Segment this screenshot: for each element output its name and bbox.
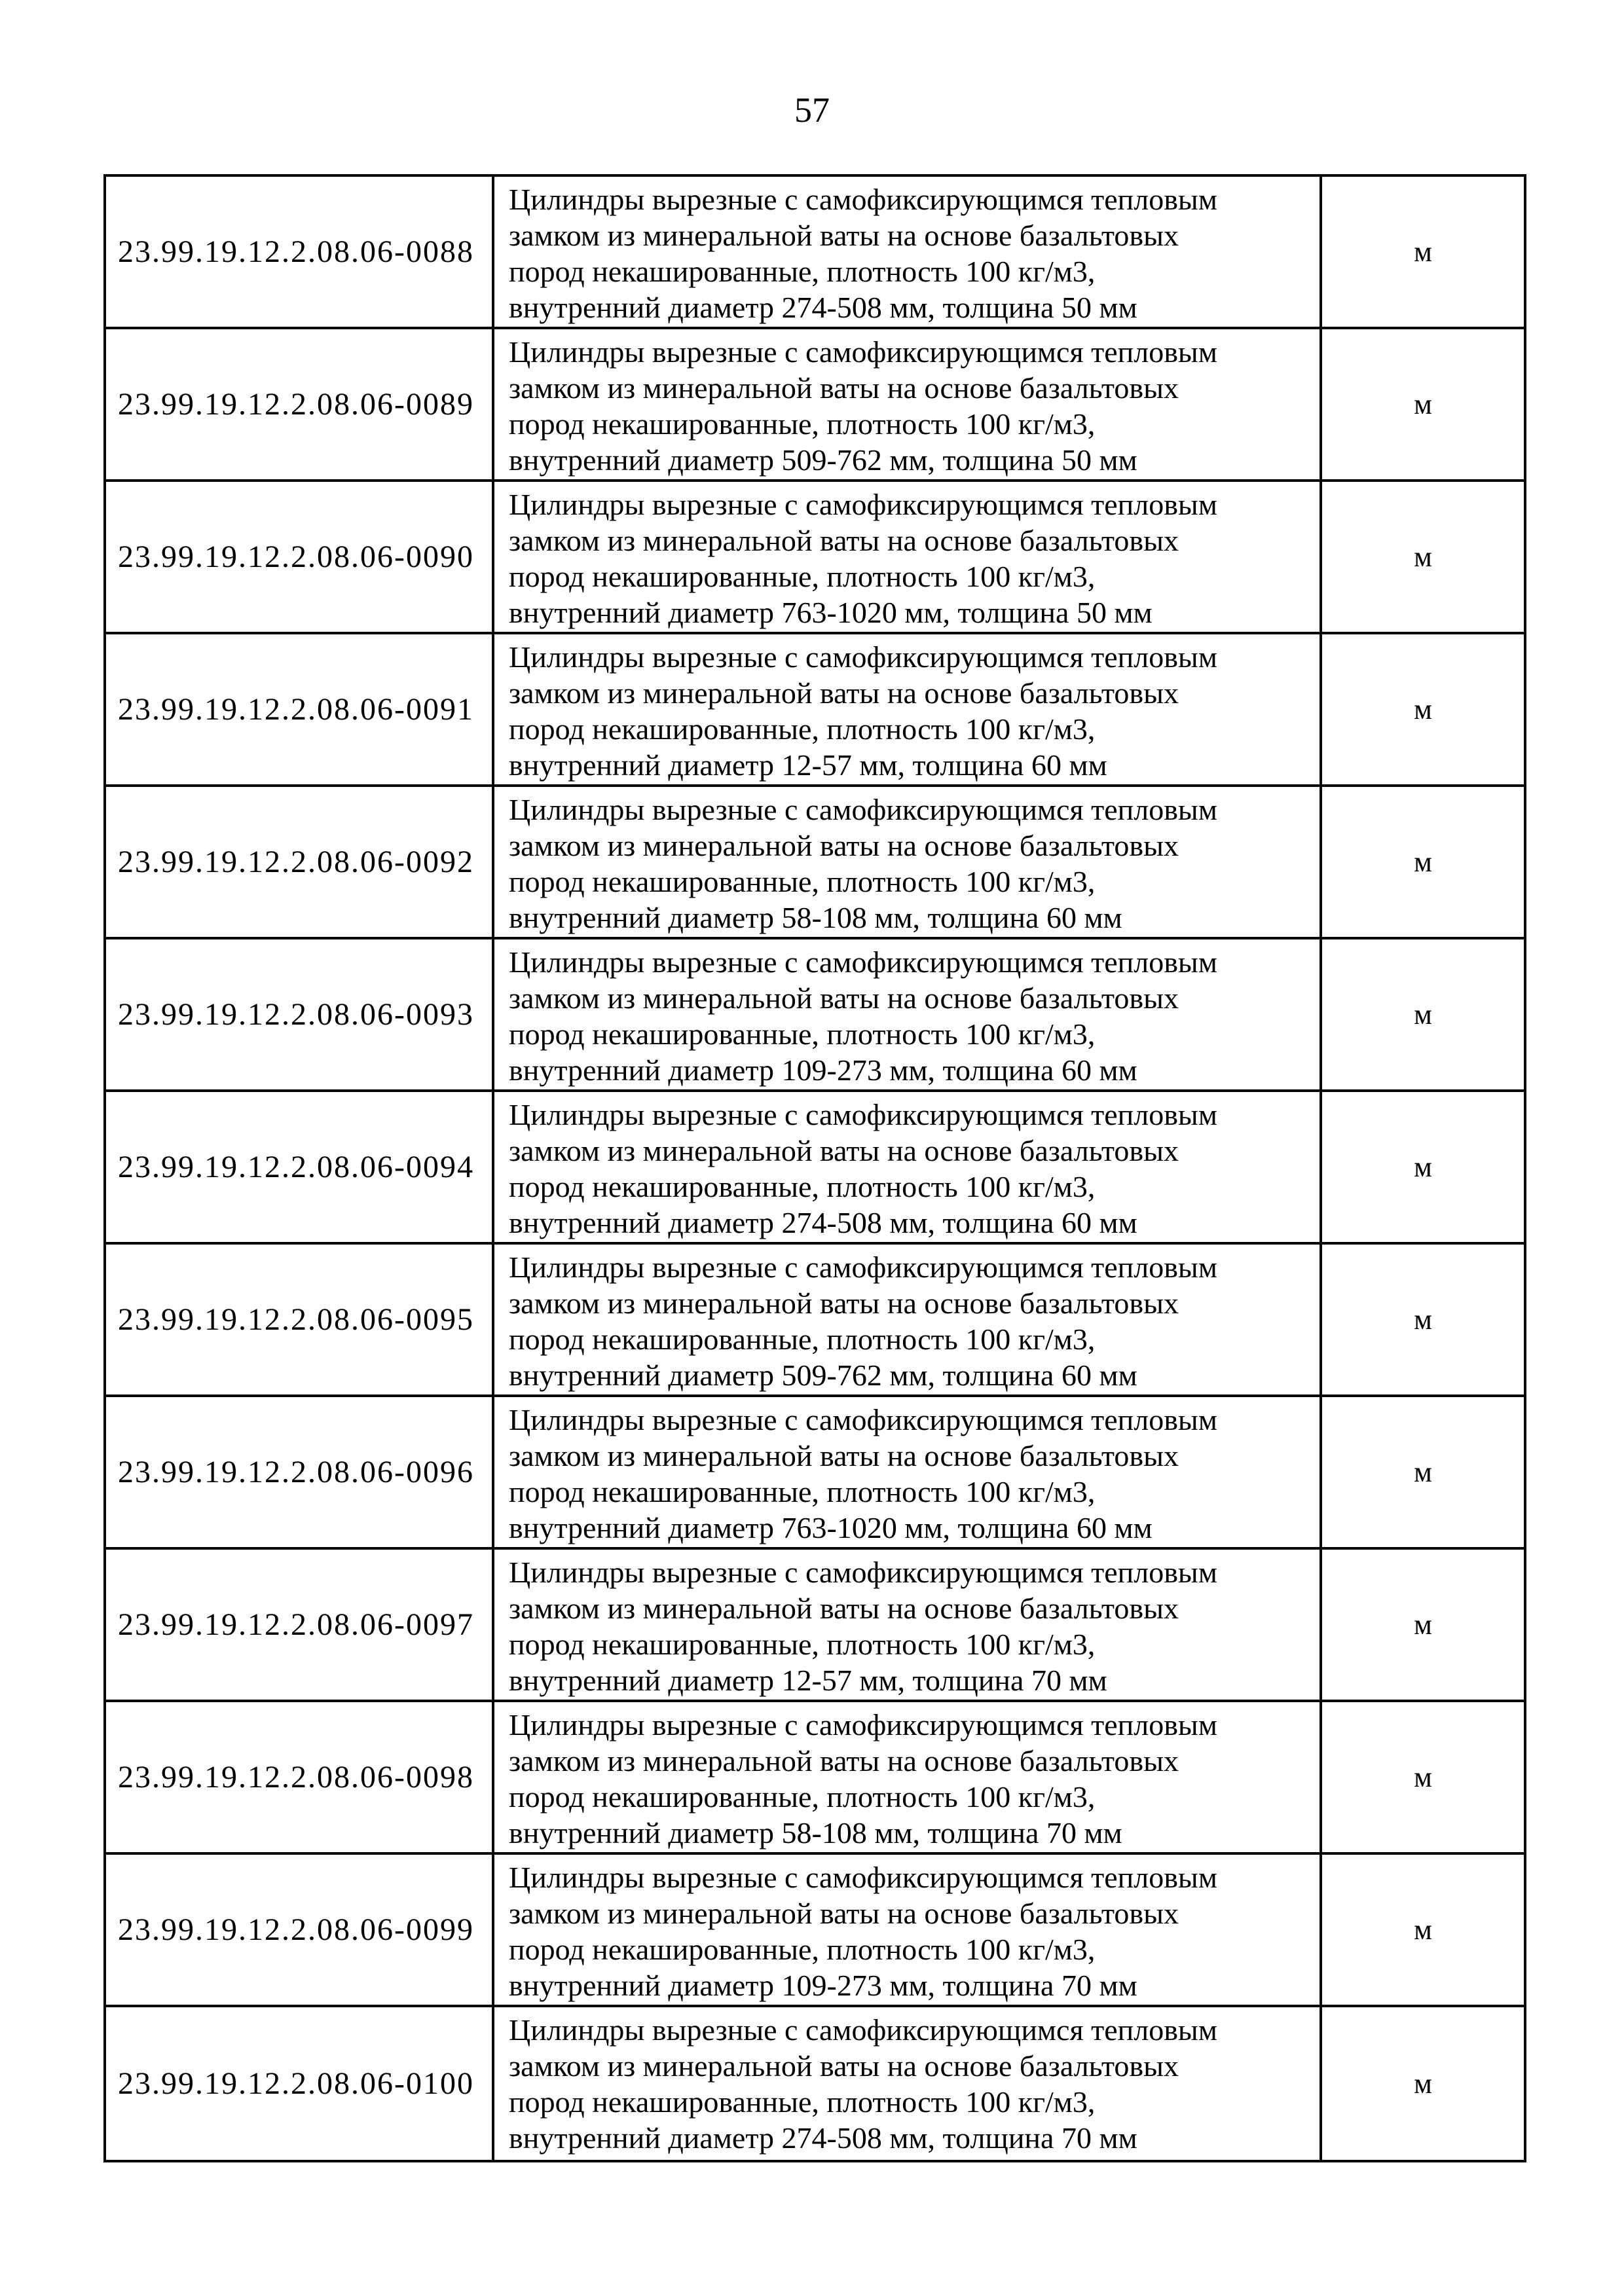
description-line: Цилиндры вырезные с самофиксирующимся тепловым (509, 2013, 1217, 2047)
description-line: Цилиндры вырезные с самофиксирующимся тепловым (509, 640, 1217, 674)
description-line: замком из минеральной ваты на основе базальтовых (509, 981, 1179, 1015)
code-cell: 23.99.19.12.2.08.06-0088 (106, 177, 494, 329)
code-cell: 23.99.19.12.2.08.06-0089 (106, 329, 494, 482)
description-line: внутренний диаметр 509-762 мм, толщина 50 мм (509, 443, 1137, 477)
description-line: пород некашированные, плотность 100 кг/м3, (509, 1017, 1096, 1051)
unit-cell: м (1322, 329, 1524, 482)
description-cell (494, 2007, 1322, 2160)
description-line: внутренний диаметр 763-1020 мм, толщина 60 мм (509, 1511, 1153, 1544)
description-line: замком из минеральной ваты на основе базальтовых (509, 219, 1179, 252)
unit-cell: м (1322, 1397, 1524, 1550)
description-cell (494, 177, 1322, 329)
unit-cell: м (1322, 1855, 1524, 2007)
description-line: замком из минеральной ваты на основе базальтовых (509, 524, 1179, 557)
description-line: Цилиндры вырезные с самофиксирующимся тепловым (509, 488, 1217, 521)
code-cell: 23.99.19.12.2.08.06-0098 (106, 1702, 494, 1855)
description-line: Цилиндры вырезные с самофиксирующимся тепловым (509, 1098, 1217, 1131)
description-line: Цилиндры вырезные с самофиксирующимся тепловым (509, 1861, 1217, 1894)
description-line: Цилиндры вырезные с самофиксирующимся тепловым (509, 183, 1217, 216)
code-cell: 23.99.19.12.2.08.06-0092 (106, 787, 494, 939)
description-cell (494, 787, 1322, 939)
description-line: замком из минеральной ваты на основе базальтовых (509, 829, 1179, 862)
description-cell (494, 1702, 1322, 1855)
description-line: Цилиндры вырезные с самофиксирующимся тепловым (509, 335, 1217, 369)
description-line: Цилиндры вырезные с самофиксирующимся тепловым (509, 1556, 1217, 1589)
description-line: Цилиндры вырезные с самофиксирующимся тепловым (509, 1403, 1217, 1436)
description-line: пород некашированные, плотность 100 кг/м3, (509, 1475, 1096, 1508)
unit-cell: м (1322, 1245, 1524, 1397)
code-cell: 23.99.19.12.2.08.06-0093 (106, 939, 494, 1092)
description-line: замком из минеральной ваты на основе базальтовых (509, 1134, 1179, 1167)
description-line: внутренний диаметр 763-1020 мм, толщина 50 мм (509, 596, 1153, 629)
code-cell: 23.99.19.12.2.08.06-0090 (106, 482, 494, 634)
unit-cell: м (1322, 482, 1524, 634)
description-cell (494, 482, 1322, 634)
code-cell: 23.99.19.12.2.08.06-0100 (106, 2007, 494, 2160)
description-cell (494, 1550, 1322, 1702)
description-line: внутренний диаметр 58-108 мм, толщина 60 мм (509, 901, 1122, 934)
unit-cell: м (1322, 177, 1524, 329)
description-line: внутренний диаметр 274-508 мм, толщина 60 мм (509, 1206, 1137, 1239)
description-line: замком из минеральной ваты на основе базальтовых (509, 1897, 1179, 1930)
description-line: замком из минеральной ваты на основе базальтовых (509, 1286, 1179, 1320)
description-line: Цилиндры вырезные с самофиксирующимся тепловым (509, 945, 1217, 979)
description-line: внутренний диаметр 509-762 мм, толщина 60 мм (509, 1358, 1137, 1392)
description-line: внутренний диаметр 12-57 мм, толщина 70 мм (509, 1664, 1107, 1697)
unit-cell: м (1322, 1550, 1524, 1702)
description-line: замком из минеральной ваты на основе базальтовых (509, 371, 1179, 405)
code-cell: 23.99.19.12.2.08.06-0096 (106, 1397, 494, 1550)
description-line: внутренний диаметр 274-508 мм, толщина 50 мм (509, 291, 1137, 324)
code-cell: 23.99.19.12.2.08.06-0099 (106, 1855, 494, 2007)
description-line: пород некашированные, плотность 100 кг/м3, (509, 865, 1096, 898)
code-cell: 23.99.19.12.2.08.06-0097 (106, 1550, 494, 1702)
description-cell (494, 634, 1322, 787)
description-line: Цилиндры вырезные с самофиксирующимся тепловым (509, 1250, 1217, 1284)
unit-cell: м (1414, 2068, 1432, 2100)
description-line: внутренний диаметр 109-273 мм, толщина 60 мм (509, 1053, 1137, 1087)
description-line: внутренний диаметр 58-108 мм, толщина 70 мм (509, 1816, 1122, 1850)
page-number: 57 (794, 90, 830, 130)
description-line: замком из минеральной ваты на основе базальтовых (509, 2049, 1179, 2083)
description-cell (494, 1245, 1322, 1397)
description-line: внутренний диаметр 12-57 мм, толщина 60 мм (509, 748, 1107, 782)
description-line: пород некашированные, плотность 100 кг/м3, (509, 1933, 1096, 1966)
description-line: Цилиндры вырезные с самофиксирующимся тепловым (509, 1708, 1217, 1741)
description-cell (494, 1855, 1322, 2007)
unit-cell: м (1322, 939, 1524, 1092)
unit-cell: м (1322, 634, 1524, 787)
description-line: пород некашированные, плотность 100 кг/м3, (509, 560, 1096, 593)
unit-cell: м (1322, 1092, 1524, 1245)
code-cell: 23.99.19.12.2.08.06-0095 (106, 1245, 494, 1397)
description-line: пород некашированные, плотность 100 кг/м3, (509, 1780, 1096, 1813)
code-cell: 23.99.19.12.2.08.06-0094 (106, 1092, 494, 1245)
classifier-table (103, 174, 1526, 2162)
description-cell (494, 1092, 1322, 1245)
code-cell: 23.99.19.12.2.08.06-0091 (106, 634, 494, 787)
description-line: пород некашированные, плотность 100 кг/м3, (509, 255, 1096, 288)
description-line: пород некашированные, плотность 100 кг/м3, (509, 1322, 1096, 1356)
description-line: пород некашированные, плотность 100 кг/м3, (509, 2085, 1096, 2119)
description-line: пород некашированные, плотность 100 кг/м3, (509, 1170, 1096, 1203)
description-cell (494, 939, 1322, 1092)
description-line: замком из минеральной ваты на основе базальтовых (509, 676, 1179, 710)
description-line: внутренний диаметр 274-508 мм, толщина 70 мм (509, 2121, 1137, 2155)
description-line: внутренний диаметр 109-273 мм, толщина 70 мм (509, 1969, 1137, 2002)
description-line: пород некашированные, плотность 100 кг/м3, (509, 1628, 1096, 1661)
description-cell (494, 1397, 1322, 1550)
description-line: замком из минеральной ваты на основе базальтовых (509, 1744, 1179, 1777)
description-line: замком из минеральной ваты на основе базальтовых (509, 1592, 1179, 1625)
description-cell (494, 329, 1322, 482)
description-line: пород некашированные, плотность 100 кг/м3, (509, 407, 1096, 441)
description-line: замком из минеральной ваты на основе базальтовых (509, 1439, 1179, 1472)
unit-cell: м (1322, 787, 1524, 939)
description-line: Цилиндры вырезные с самофиксирующимся тепловым (509, 793, 1217, 826)
unit-cell: м (1322, 1702, 1524, 1855)
description-line: пород некашированные, плотность 100 кг/м3, (509, 712, 1096, 746)
